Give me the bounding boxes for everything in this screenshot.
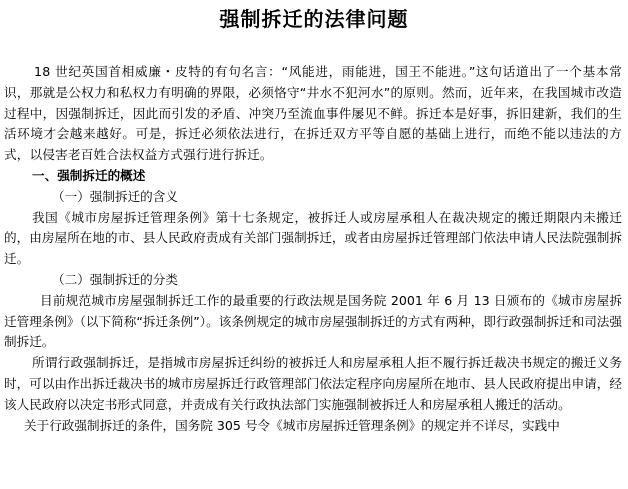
document-title: 强制拆迁的法律问题: [219, 7, 409, 31]
document-body: [0, 62, 622, 436]
conditions-paragraph: 关于行政强制拆迁的条件，国务院 305 号令《城市房屋拆迁管理条例》的规定并不详尽，实践中: [24, 417, 560, 433]
section-heading-overview: 一、强制拆迁的概述: [32, 167, 146, 183]
definition-paragraph: 我国《城市房屋拆迁管理条例》第十七条规定，被拆迁人或房屋承租人在裁决规定的搬迁期限内未搬迁的，由房屋所在地的市、县人民政府责成有关部门强制拆迁，或者由房屋拆迁管理部门依法申请人民法院强制拆迁。: [4, 209, 622, 267]
intro-paragraph: 18 世纪英国首相威廉・皮特的有句名言：“风能进，雨能进，国王不能进。”这句话道出了一个基本常识，那就是公权力和私权力有明确的界限，必须恪守“井水不犯河水”的原则。然而，近年来，在我国城市改造过程中，因强制拆迁，因此而引发的矛盾、冲突乃至流血事件屡见不鲜。拆迁本是好事，拆旧建新，我们的生活环境才会越来越好。可是，拆迁必须依法进行，在拆迁双方平等自愿的基础上进行，而绝不能以违法的方式，以侵害老百姓合法权益方式强行进行拆迁。: [4, 64, 622, 163]
subsection-heading-classification: （二）强制拆迁的分类: [52, 271, 178, 287]
classification-paragraph: 目前规范城市房屋强制拆迁工作的最重要的行政法规是国务院 2001 年 6 月 13 日颁布的《城市房屋拆迁管理条例》（以下简称“拆迁条例”）。该条例规定的城市房屋强制拆迁的方式有两种，即行政强制拆迁和司法强制拆迁。: [4, 292, 622, 350]
administrative-demolition-paragraph: 所谓行政强制拆迁，是指城市房屋拆迁纠纷的被拆迁人和房屋承租人拒不履行拆迁裁决书规定的搬迁义务时，可以由作出拆迁裁决书的城市房屋拆迁行政管理部门依法定程序向房屋所在地市、县人民政府提出申请，经该人民政府以决定书形式同意，并责成有关行政执法部门实施强制被拆迁人和房屋承租人搬迁的活动。: [4, 355, 622, 412]
subsection-heading-definition: （一）强制拆迁的含义: [52, 188, 178, 204]
